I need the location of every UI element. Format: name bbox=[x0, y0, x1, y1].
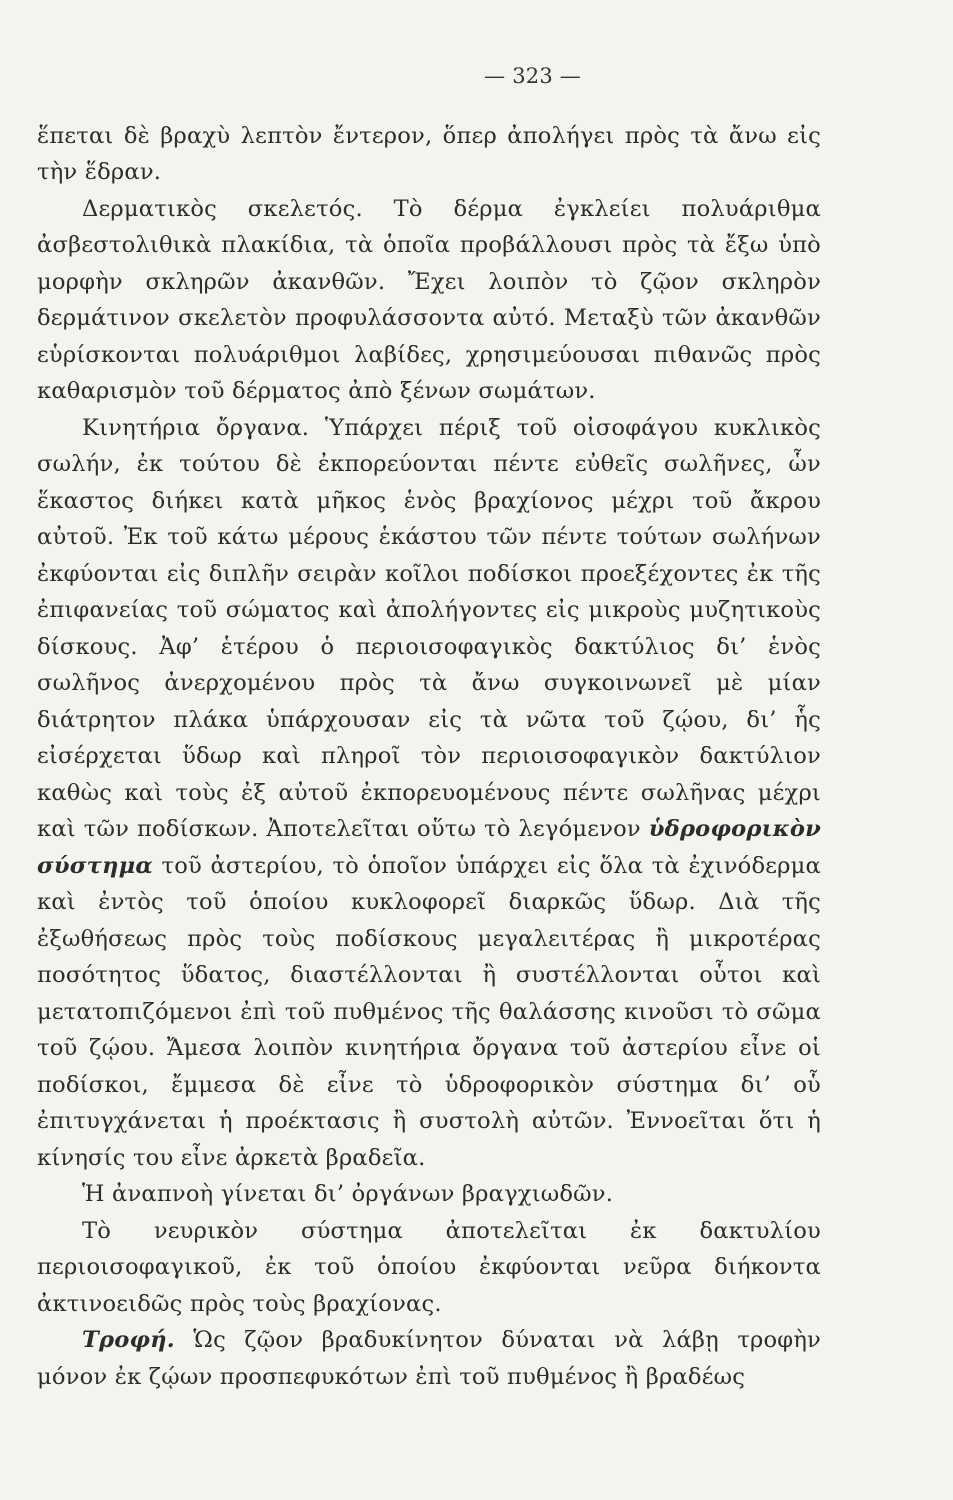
locomotor-text-part1: Κινητήρια ὄργανα. Ὑπάρχει πέριξ τοῦ οἰσοφάγου κυκλικὸς σωλήν, ἐκ τούτου δὲ ἐκπορεύονται πέντε εὐθεῖς σωλῆνες, ὧν ἕκαστος διήκει κατὰ μῆκος ἑνὸς βραχίονος μέχρι τοῦ ἄκρου αὐτοῦ. Ἐκ τοῦ κάτω μέρους ἑκάστου τῶν πέντε τούτων σωλήνων ἐκφύονται εἰς διπλῆν σειρὰν κοῖλοι ποδίσκοι προεξέχοντες ἐκ τῆς ἐπιφανείας τοῦ σώματος καὶ ἀπολήγοντες εἰς μικροὺς μυζητικοὺς δίσκους. Ἀφ’ ἑτέρου ὁ περιοισοφαγικὸς δακτύλιος δι’ ἑνὸς σωλῆνος ἀνερχομένου πρὸς τὰ ἄνω συγκοινωνεῖ μὲ μίαν διάτρητον πλάκα ὑπάρχουσαν εἰς τὰ νῶτα τοῦ ζῴου, δι’ ἧς εἰσέρχεται ὕδωρ καὶ πληροῖ τὸν περιοισοφαγικὸν δακτύλιον καθὼς καὶ τοὺς ἐξ αὐτοῦ ἐκπορευομένους πέντε σωλῆνας μέχρι καὶ τῶν ποδίσκων. Ἀποτελεῖται οὕτω τὸ λεγόμενον bbox=[37, 414, 821, 842]
locomotor-text-part2: τοῦ ἀστερίου, τὸ ὁποῖον ὑπάρχει εἰς ὅλα τὰ ἐχινόδερμα καὶ ἐντὸς τοῦ ὁποίου κυκλοφορεῖ διαρκῶς ὕδωρ. Διὰ τῆς ἐξωθήσεως πρὸς τοὺς ποδίσκους μεγαλειτέρας ἢ μικροτέρας ποσότητος ὕδατος, διαστέλλονται ἢ συστέλλονται οὗτοι καὶ μετατοπιζόμενοι ἐπὶ τοῦ πυθμένος τῆς θαλάσσης κινοῦσι τὸ σῶμα τοῦ ζῴου. Ἄμεσα λοιπὸν κινητήρια ὄργανα τοῦ ἀστερίου εἶνε οἱ ποδίσκοι, ἔμμεσα δὲ εἶνε τὸ ὑδροφορικὸν σύστημα δι’ οὗ ἐπιτυγχάνεται ἡ προέκτασις ἢ συστολὴ αὐτῶν. Ἐννοεῖται ὅτι ἡ κίνησίς του εἶνε ἀρκετὰ βραδεῖα. bbox=[37, 852, 821, 1171]
paragraph-food bbox=[37, 1322, 821, 1395]
paragraph-intestine: ἕπεται δὲ βραχὺ λεπτὸν ἔντερον, ὅπερ ἀπολήγει πρὸς τὰ ἄνω εἰς τὴν ἕδραν. bbox=[37, 122, 821, 185]
page-number: — 323 — bbox=[484, 64, 581, 88]
heading-food: Τροφή. bbox=[82, 1327, 175, 1353]
paragraph-locomotor-organs bbox=[37, 410, 821, 1177]
paragraph-dermal-skeleton: Δερματικὸς σκελετός. Τὸ δέρμα ἐγκλείει πολυάριθμα ἀσβεστολιθικὰ πλακίδια, τὰ ὁποῖα προβάλλουσι πρὸς τὰ ἔξω ὑπὸ μορφὴν σκληρῶν ἀκανθῶν. Ἔχει λοιπὸν τὸ ζῷον σκληρὸν δερμάτινον σκελετὸν προφυλάσσοντα αὐτό. Μεταξὺ τῶν ἀκανθῶν εὑρίσκονται πολυάριθμοι λαβίδες, χρησιμεύουσαι πιθανῶς πρὸς καθαρισμὸν τοῦ δέρματος ἀπὸ ξένων σωμάτων. bbox=[37, 195, 821, 404]
term-water-vascular-system: ὑδροφορικὸν σύστημα bbox=[37, 816, 821, 879]
paragraph-respiration: Ἡ ἀναπνοὴ γίνεται δι’ ὀργάνων βραγχιωδῶν. bbox=[82, 1181, 614, 1207]
food-text: Ὡς ζῷον βραδυκίνητον δύναται νὰ λάβῃ τροφὴν μόνον ἐκ ζῴων προσπεφυκότων ἐπὶ τοῦ πυθμένος ἢ βραδέως bbox=[37, 1327, 821, 1390]
paragraph-nervous-system: Τὸ νευρικὸν σύστημα ἀποτελεῖται ἐκ δακτυλίου περιοισοφαγικοῦ, ἐκ τοῦ ὁποίου ἐκφύονται νεῦρα διήκοντα ἀκτινοειδῶς πρὸς τοὺς βραχίονας. bbox=[37, 1217, 821, 1317]
book-page bbox=[37, 58, 821, 1395]
